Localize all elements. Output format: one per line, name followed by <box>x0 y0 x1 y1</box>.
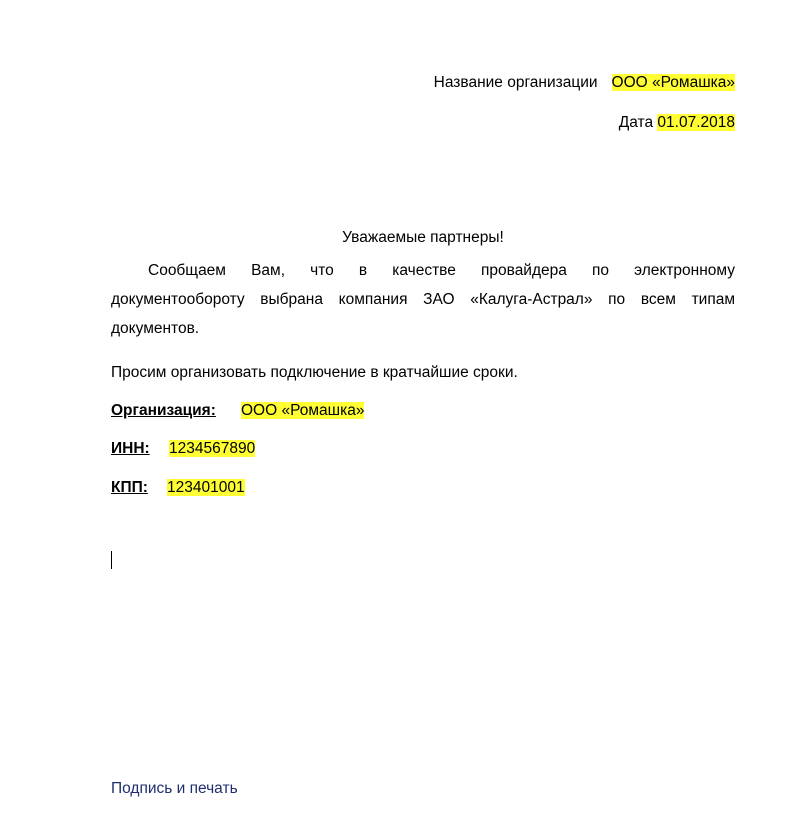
inn-field <box>111 439 255 459</box>
organization-header-line <box>434 73 735 93</box>
kpp-field-label: КПП: <box>111 479 148 496</box>
organization-field <box>111 401 364 421</box>
date-value[interactable]: 01.07.2018 <box>657 114 735 131</box>
organization-field-label: Организация: <box>111 402 216 419</box>
body-paragraph: Сообщаем Вам, что в качестве провайдера по электронному документообороту выбрана компания ЗАО «Калуга-Астрал» по всем типам документов. <box>111 262 735 337</box>
kpp-field <box>111 478 245 498</box>
date-label: Дата <box>618 114 654 131</box>
organization-name-label: Название организации <box>433 74 598 91</box>
text-cursor[interactable] <box>111 551 112 569</box>
date-header-line <box>619 113 735 133</box>
organization-field-value[interactable]: ООО «Ромашка» <box>241 402 365 419</box>
inn-field-value[interactable]: 1234567890 <box>169 440 256 457</box>
request-line: Просим организовать подключение в кратчайшие сроки. <box>111 364 518 381</box>
organization-name-value[interactable]: ООО «Ромашка» <box>611 74 735 91</box>
inn-field-label: ИНН: <box>111 440 150 457</box>
kpp-field-value[interactable]: 123401001 <box>167 479 245 496</box>
signature-and-seal-line: Подпись и печать <box>111 780 238 797</box>
greeting-heading: Уважаемые партнеры! <box>342 229 504 246</box>
